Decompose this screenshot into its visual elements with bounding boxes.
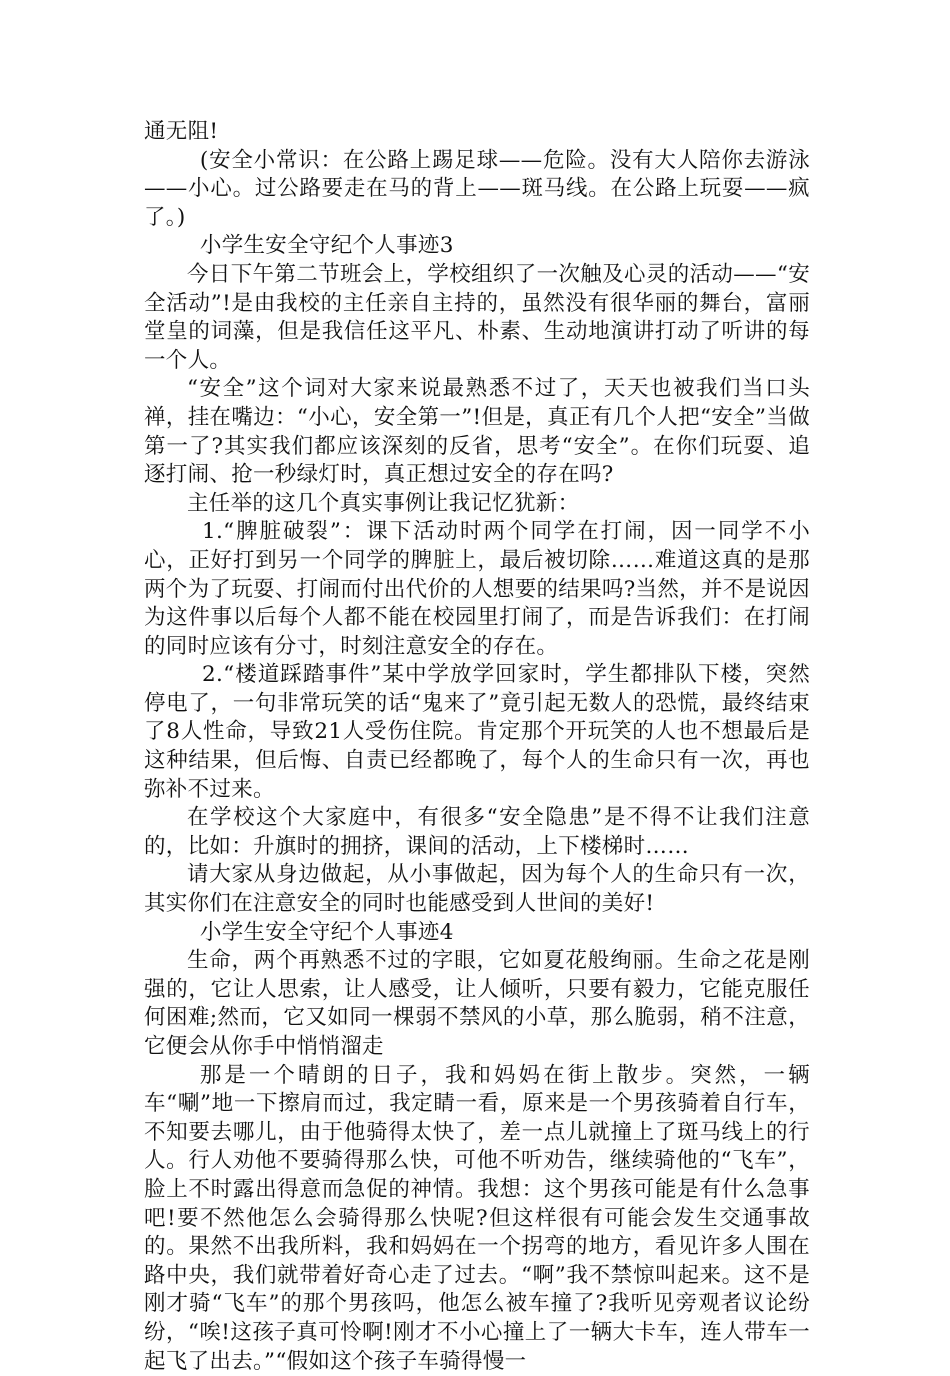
paragraph: “安全”这个词对大家来说最熟悉不过了，天天也被我们当口头禅，挂在嘴边：“小心，安全第一”!但是，真正有几个人把“安全”当做第一了?其实我们都应该深刻的反省，思考“安全”。在你们玩耍、追逐打闹、抢一秒绿灯时，真正想过安全的存在吗? <box>144 376 810 488</box>
paragraph: 在学校这个大家庭中，有很多“安全隐患”是不得不让我们注意的，比如：升旗时的拥挤，课间的活动，上下楼梯时…… <box>144 805 810 859</box>
section-heading-4: 小学生安全守纪个人事迹4 <box>199 919 454 945</box>
section-heading-3: 小学生安全守纪个人事迹3 <box>199 233 454 259</box>
list-item: 1.“脾脏破裂”：课下活动时两个同学在打闹，因一同学不小心，正好打到另一个同学的脾脏上，最后被切除……难道这真的是那两个为了玩耍、打闹而付出代价的人想要的结果吗?当然，并不是说因为这件事以后每个人都不能在校园里打闹了，而是告诉我们：在打闹的同时应该有分寸，时刻注意安全的存在。 <box>144 519 810 659</box>
list-item: 2.“楼道踩踏事件”某中学放学回家时，学生都排队下楼，突然停电了，一句非常玩笑的话“鬼来了”竟引起无数人的恐慌，最终结束了8人性命，导致21人受伤住院。肯定那个开玩笑的人也不想最后是这种结果，但后悔、自责已经都晚了，每个人的生命只有一次，再也弥补不过来。 <box>144 662 810 802</box>
paragraph: 请大家从身边做起，从小事做起，因为每个人的生命只有一次，其实你们在注意安全的同时也能感受到人世间的美好! <box>144 862 810 917</box>
paragraph: 主任举的这几个真实事例让我记忆犹新： <box>187 490 580 516</box>
document-body <box>144 118 810 1376</box>
paragraph-safety-tips: (安全小常识：在公路上踢足球——危险。没有大人陪你去游泳——小心。过公路要走在马的背上——斑马线。在公路上玩耍——疯了。) <box>144 147 810 230</box>
paragraph: 那是一个晴朗的日子，我和妈妈在街上散步。突然，一辆车“唰”地一下擦肩而过，我定睛一看，原来是一个男孩骑着自行车，不知要去哪儿，由于他骑得太快了，差一点儿就撞上了斑马线上的行人。行人劝他不要骑得那么快，可他不听劝告，继续骑他的“飞车”，脸上不时露出得意而急促的神情。我想：这个男孩可能是有什么急事吧!要不然他怎么会骑得那么快呢?但这样很有可能会发生交通事故的。果然不出我所料，我和妈妈在一个拐弯的地方，看见许多人围在路中央，我们就带着好奇心走了过去。“啊”我不禁惊叫起来。这不是刚才骑“飞车”的那个男孩吗，他怎么被车撞了?我听见旁观者议论纷纷，“唉!这孩子真可怜啊!刚才不小心撞上了一辆大卡车，连人带车一起飞了出去。”“假如这个孩子车骑得慢一 <box>144 1062 810 1374</box>
paragraph-ending-prev: 通无阻! <box>144 119 219 144</box>
paragraph: 今日下午第二节班会上，学校组织了一次触及心灵的活动——“安全活动”!是由我校的主任亲自主持的，虽然没有很华丽的舞台，富丽堂皇的词藻，但是我信任这平凡、朴素、生动地演讲打动了听讲的每一个人。 <box>144 261 810 373</box>
paragraph: 生命，两个再熟悉不过的字眼，它如夏花般绚丽。生命之花是刚强的，它让人思索，让人感受，让人倾听，只要有毅力，它能克服任何困难;然而，它又如同一棵弱不禁风的小草，那么脆弱，稍不注意，它便会从你手中悄悄溜走 <box>144 948 810 1059</box>
